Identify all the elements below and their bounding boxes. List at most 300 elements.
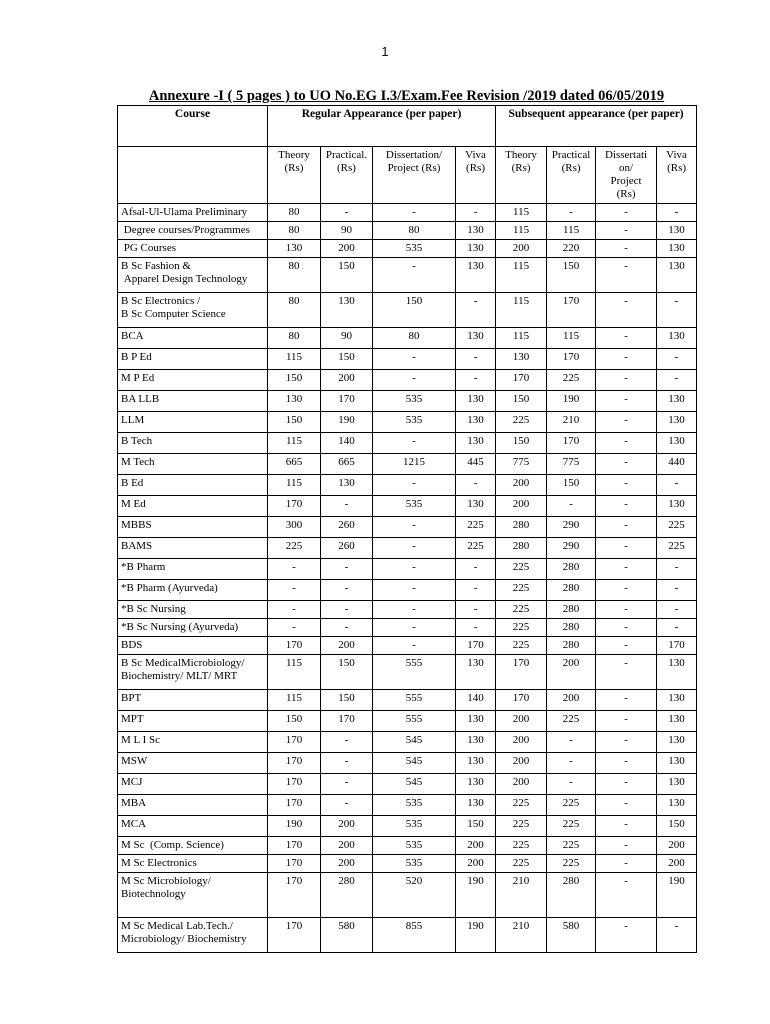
subsequent-practical-cell: 170 bbox=[547, 293, 596, 328]
table-row bbox=[118, 619, 697, 637]
regular-theory-cell: - bbox=[268, 601, 321, 619]
subsequent-dissertation-cell: - bbox=[596, 795, 657, 816]
subsequent-practical-cell: 170 bbox=[547, 349, 596, 370]
subsequent-practical-cell: 200 bbox=[547, 690, 596, 711]
subsequent-viva-cell: 130 bbox=[657, 496, 697, 517]
regular-dissertation-cell: - bbox=[373, 637, 456, 655]
subsequent-dissertation-cell: - bbox=[596, 204, 657, 222]
regular-dissertation-cell: 80 bbox=[373, 328, 456, 349]
regular-dissertation-cell: 535 bbox=[373, 496, 456, 517]
regular-dissertation-cell: 80 bbox=[373, 222, 456, 240]
table-row bbox=[118, 517, 697, 538]
table-row bbox=[118, 655, 697, 690]
regular-theory-cell: 170 bbox=[268, 873, 321, 918]
table-row bbox=[118, 222, 697, 240]
table-row bbox=[118, 559, 697, 580]
subsequent-theory-cell: 225 bbox=[496, 580, 547, 601]
regular-practical-cell: 130 bbox=[321, 293, 373, 328]
regular-theory-header: Theory (Rs) bbox=[268, 147, 321, 204]
course-name-cell: M Ed bbox=[118, 496, 268, 517]
subsequent-theory-cell: 225 bbox=[496, 816, 547, 837]
subsequent-theory-cell: 775 bbox=[496, 454, 547, 475]
regular-dissertation-cell: - bbox=[373, 204, 456, 222]
table-row bbox=[118, 370, 697, 391]
subsequent-viva-cell: 130 bbox=[657, 328, 697, 349]
regular-theory-cell: 170 bbox=[268, 637, 321, 655]
regular-theory-cell: 115 bbox=[268, 349, 321, 370]
subsequent-viva-cell: - bbox=[657, 370, 697, 391]
regular-viva-cell: - bbox=[456, 293, 496, 328]
course-name-cell: BCA bbox=[118, 328, 268, 349]
subsequent-practical-cell: 150 bbox=[547, 475, 596, 496]
regular-practical-cell: 280 bbox=[321, 873, 373, 918]
subsequent-theory-cell: 225 bbox=[496, 837, 547, 855]
regular-viva-cell: 130 bbox=[456, 774, 496, 795]
subsequent-practical-cell: - bbox=[547, 496, 596, 517]
course-name-cell: M Sc (Comp. Science) bbox=[118, 837, 268, 855]
subsequent-dissertation-cell: - bbox=[596, 816, 657, 837]
subsequent-viva-cell: 200 bbox=[657, 855, 697, 873]
table-row bbox=[118, 774, 697, 795]
subsequent-theory-cell: 115 bbox=[496, 204, 547, 222]
subsequent-dissertation-cell: - bbox=[596, 349, 657, 370]
regular-viva-cell: - bbox=[456, 370, 496, 391]
regular-dissertation-cell: 545 bbox=[373, 753, 456, 774]
subsequent-practical-cell: - bbox=[547, 774, 596, 795]
regular-viva-header: Viva (Rs) bbox=[456, 147, 496, 204]
course-name-cell: LLM bbox=[118, 412, 268, 433]
regular-practical-cell: - bbox=[321, 601, 373, 619]
table-row bbox=[118, 711, 697, 732]
regular-practical-cell: - bbox=[321, 204, 373, 222]
regular-theory-cell: 150 bbox=[268, 711, 321, 732]
table-row bbox=[118, 538, 697, 559]
regular-dissertation-cell: 1215 bbox=[373, 454, 456, 475]
regular-theory-cell: 80 bbox=[268, 258, 321, 293]
table-row bbox=[118, 454, 697, 475]
regular-theory-cell: 225 bbox=[268, 538, 321, 559]
table-row bbox=[118, 496, 697, 517]
subsequent-viva-cell: 130 bbox=[657, 753, 697, 774]
course-name-cell: MBBS bbox=[118, 517, 268, 538]
subsequent-dissertation-cell: - bbox=[596, 637, 657, 655]
regular-dissertation-cell: - bbox=[373, 258, 456, 293]
regular-dissertation-cell: - bbox=[373, 475, 456, 496]
table-row bbox=[118, 816, 697, 837]
regular-theory-cell: 115 bbox=[268, 690, 321, 711]
regular-dissertation-cell: 555 bbox=[373, 711, 456, 732]
subsequent-theory-cell: 225 bbox=[496, 637, 547, 655]
regular-dissertation-cell: 535 bbox=[373, 391, 456, 412]
regular-viva-cell: 130 bbox=[456, 711, 496, 732]
course-name-cell: M Sc Microbiology/ Biotechnology bbox=[118, 873, 268, 918]
regular-viva-cell: 130 bbox=[456, 732, 496, 753]
subsequent-theory-cell: 200 bbox=[496, 753, 547, 774]
regular-practical-cell: - bbox=[321, 580, 373, 601]
subsequent-theory-cell: 200 bbox=[496, 475, 547, 496]
subsequent-dissertation-cell: - bbox=[596, 601, 657, 619]
regular-dissertation-cell: - bbox=[373, 370, 456, 391]
regular-practical-cell: 260 bbox=[321, 517, 373, 538]
regular-viva-cell: 130 bbox=[456, 655, 496, 690]
subsequent-viva-cell: 130 bbox=[657, 391, 697, 412]
subsequent-viva-cell: 225 bbox=[657, 517, 697, 538]
subsequent-dissertation-cell: - bbox=[596, 753, 657, 774]
course-subheader-blank bbox=[118, 147, 268, 204]
regular-dissertation-header: Dissertation/ Project (Rs) bbox=[373, 147, 456, 204]
subsequent-viva-cell: 130 bbox=[657, 412, 697, 433]
subsequent-viva-cell: - bbox=[657, 293, 697, 328]
regular-viva-cell: 130 bbox=[456, 240, 496, 258]
regular-practical-cell: 150 bbox=[321, 258, 373, 293]
subsequent-theory-cell: 170 bbox=[496, 370, 547, 391]
regular-practical-cell: - bbox=[321, 496, 373, 517]
subsequent-dissertation-header: Dissertati on/ Project (Rs) bbox=[596, 147, 657, 204]
regular-viva-cell: 130 bbox=[456, 753, 496, 774]
subsequent-practical-cell: 280 bbox=[547, 619, 596, 637]
subsequent-dissertation-cell: - bbox=[596, 655, 657, 690]
regular-practical-cell: 150 bbox=[321, 690, 373, 711]
subsequent-dissertation-cell: - bbox=[596, 774, 657, 795]
table-row bbox=[118, 601, 697, 619]
table-row bbox=[118, 328, 697, 349]
subsequent-practical-cell: 225 bbox=[547, 816, 596, 837]
course-name-cell: B Sc Electronics / B Sc Computer Science bbox=[118, 293, 268, 328]
subsequent-theory-cell: 225 bbox=[496, 619, 547, 637]
subsequent-dissertation-cell: - bbox=[596, 222, 657, 240]
subsequent-practical-cell: 115 bbox=[547, 328, 596, 349]
regular-practical-cell: - bbox=[321, 619, 373, 637]
subsequent-viva-header: Viva (Rs) bbox=[657, 147, 697, 204]
table-row bbox=[118, 690, 697, 711]
regular-theory-cell: 80 bbox=[268, 293, 321, 328]
subsequent-theory-cell: 115 bbox=[496, 328, 547, 349]
subsequent-dissertation-cell: - bbox=[596, 433, 657, 454]
regular-dissertation-cell: - bbox=[373, 433, 456, 454]
subsequent-viva-cell: - bbox=[657, 918, 697, 953]
regular-dissertation-cell: 535 bbox=[373, 795, 456, 816]
subsequent-viva-cell: 130 bbox=[657, 732, 697, 753]
regular-theory-cell: 150 bbox=[268, 412, 321, 433]
subsequent-theory-cell: 170 bbox=[496, 690, 547, 711]
subsequent-practical-cell: 225 bbox=[547, 370, 596, 391]
regular-theory-cell: 115 bbox=[268, 433, 321, 454]
subsequent-dissertation-cell: - bbox=[596, 855, 657, 873]
regular-theory-cell: 170 bbox=[268, 918, 321, 953]
subsequent-viva-cell: 130 bbox=[657, 690, 697, 711]
regular-theory-cell: - bbox=[268, 580, 321, 601]
subsequent-dissertation-cell: - bbox=[596, 412, 657, 433]
regular-dissertation-cell: 520 bbox=[373, 873, 456, 918]
subsequent-dissertation-cell: - bbox=[596, 454, 657, 475]
course-name-cell: B Ed bbox=[118, 475, 268, 496]
subsequent-practical-cell: - bbox=[547, 753, 596, 774]
regular-dissertation-cell: 545 bbox=[373, 732, 456, 753]
subsequent-practical-cell: 190 bbox=[547, 391, 596, 412]
subsequent-practical-cell: 225 bbox=[547, 837, 596, 855]
subsequent-viva-cell: 440 bbox=[657, 454, 697, 475]
regular-viva-cell: - bbox=[456, 601, 496, 619]
regular-viva-cell: 190 bbox=[456, 918, 496, 953]
regular-dissertation-cell: - bbox=[373, 349, 456, 370]
regular-viva-cell: 170 bbox=[456, 637, 496, 655]
regular-theory-cell: 300 bbox=[268, 517, 321, 538]
course-name-cell: M P Ed bbox=[118, 370, 268, 391]
course-name-cell: Afsal-Ul-Ulama Preliminary bbox=[118, 204, 268, 222]
regular-theory-cell: 170 bbox=[268, 795, 321, 816]
subsequent-theory-cell: 200 bbox=[496, 496, 547, 517]
course-name-cell: MCJ bbox=[118, 774, 268, 795]
regular-viva-cell: 130 bbox=[456, 391, 496, 412]
table-row bbox=[118, 732, 697, 753]
regular-theory-cell: 115 bbox=[268, 475, 321, 496]
regular-dissertation-cell: - bbox=[373, 538, 456, 559]
subsequent-dissertation-cell: - bbox=[596, 391, 657, 412]
subsequent-dissertation-cell: - bbox=[596, 240, 657, 258]
course-name-cell: B Sc MedicalMicrobiology/ Biochemistry/ MLT/ MRT bbox=[118, 655, 268, 690]
regular-viva-cell: 130 bbox=[456, 433, 496, 454]
subsequent-viva-cell: 150 bbox=[657, 816, 697, 837]
regular-theory-cell: 80 bbox=[268, 328, 321, 349]
subsequent-theory-cell: 170 bbox=[496, 655, 547, 690]
subsequent-theory-cell: 225 bbox=[496, 412, 547, 433]
subsequent-theory-cell: 225 bbox=[496, 601, 547, 619]
regular-practical-cell: - bbox=[321, 732, 373, 753]
course-name-cell: MSW bbox=[118, 753, 268, 774]
subsequent-dissertation-cell: - bbox=[596, 690, 657, 711]
subsequent-viva-cell: 130 bbox=[657, 795, 697, 816]
regular-theory-cell: 130 bbox=[268, 391, 321, 412]
subsequent-practical-cell: 280 bbox=[547, 601, 596, 619]
regular-viva-cell: 225 bbox=[456, 517, 496, 538]
regular-viva-cell: 130 bbox=[456, 795, 496, 816]
regular-dissertation-cell: 150 bbox=[373, 293, 456, 328]
regular-practical-cell: - bbox=[321, 774, 373, 795]
regular-dissertation-cell: - bbox=[373, 580, 456, 601]
course-name-cell: B Tech bbox=[118, 433, 268, 454]
subsequent-theory-cell: 150 bbox=[496, 391, 547, 412]
regular-practical-cell: 150 bbox=[321, 349, 373, 370]
subsequent-practical-cell: 225 bbox=[547, 711, 596, 732]
subsequent-theory-cell: 210 bbox=[496, 873, 547, 918]
subsequent-theory-cell: 150 bbox=[496, 433, 547, 454]
subsequent-theory-cell: 115 bbox=[496, 222, 547, 240]
table-row bbox=[118, 293, 697, 328]
regular-viva-cell: 190 bbox=[456, 873, 496, 918]
subsequent-theory-cell: 115 bbox=[496, 293, 547, 328]
course-name-cell: M Sc Electronics bbox=[118, 855, 268, 873]
regular-practical-cell: 200 bbox=[321, 240, 373, 258]
subsequent-practical-cell: 115 bbox=[547, 222, 596, 240]
course-name-cell: BAMS bbox=[118, 538, 268, 559]
table-row bbox=[118, 391, 697, 412]
subsequent-practical-cell: 210 bbox=[547, 412, 596, 433]
regular-appearance-header: Regular Appearance (per paper) bbox=[268, 106, 496, 147]
regular-practical-cell: 140 bbox=[321, 433, 373, 454]
regular-practical-cell: 90 bbox=[321, 328, 373, 349]
table-group-header-row bbox=[118, 106, 697, 147]
regular-practical-cell: 190 bbox=[321, 412, 373, 433]
regular-theory-cell: 190 bbox=[268, 816, 321, 837]
subsequent-theory-cell: 210 bbox=[496, 918, 547, 953]
regular-viva-cell: 225 bbox=[456, 538, 496, 559]
subsequent-practical-cell: 290 bbox=[547, 517, 596, 538]
course-name-cell: *B Pharm (Ayurveda) bbox=[118, 580, 268, 601]
subsequent-practical-cell: 280 bbox=[547, 873, 596, 918]
subsequent-viva-cell: 170 bbox=[657, 637, 697, 655]
subsequent-theory-cell: 225 bbox=[496, 795, 547, 816]
regular-dissertation-cell: 855 bbox=[373, 918, 456, 953]
course-name-cell: BPT bbox=[118, 690, 268, 711]
regular-viva-cell: 130 bbox=[456, 258, 496, 293]
subsequent-practical-cell: - bbox=[547, 204, 596, 222]
subsequent-viva-cell: - bbox=[657, 580, 697, 601]
table-row bbox=[118, 637, 697, 655]
regular-practical-cell: 580 bbox=[321, 918, 373, 953]
regular-practical-cell: 130 bbox=[321, 475, 373, 496]
table-row bbox=[118, 873, 697, 918]
course-name-cell: *B Sc Nursing (Ayurveda) bbox=[118, 619, 268, 637]
regular-viva-cell: - bbox=[456, 580, 496, 601]
regular-practical-cell: 260 bbox=[321, 538, 373, 559]
subsequent-viva-cell: - bbox=[657, 601, 697, 619]
regular-theory-cell: - bbox=[268, 619, 321, 637]
subsequent-theory-cell: 225 bbox=[496, 855, 547, 873]
subsequent-practical-cell: 280 bbox=[547, 580, 596, 601]
regular-dissertation-cell: 555 bbox=[373, 690, 456, 711]
subsequent-theory-cell: 280 bbox=[496, 517, 547, 538]
regular-theory-cell: 80 bbox=[268, 204, 321, 222]
regular-dissertation-cell: 535 bbox=[373, 240, 456, 258]
course-name-cell: M L I Sc bbox=[118, 732, 268, 753]
document-title: Annexure -I ( 5 pages ) to UO No.EG I.3/Exam.Fee Revision /2019 dated 06/05/2019 bbox=[148, 88, 665, 104]
subsequent-dissertation-cell: - bbox=[596, 711, 657, 732]
subsequent-practical-cell: 280 bbox=[547, 559, 596, 580]
table-row bbox=[118, 753, 697, 774]
course-name-cell: M Tech bbox=[118, 454, 268, 475]
regular-dissertation-cell: 535 bbox=[373, 837, 456, 855]
regular-practical-cell: 170 bbox=[321, 391, 373, 412]
subsequent-dissertation-cell: - bbox=[596, 918, 657, 953]
subsequent-theory-cell: 200 bbox=[496, 240, 547, 258]
subsequent-viva-cell: 225 bbox=[657, 538, 697, 559]
subsequent-viva-cell: - bbox=[657, 619, 697, 637]
course-name-cell: BDS bbox=[118, 637, 268, 655]
course-name-cell: BA LLB bbox=[118, 391, 268, 412]
subsequent-viva-cell: 200 bbox=[657, 837, 697, 855]
regular-theory-cell: 170 bbox=[268, 837, 321, 855]
regular-theory-cell: 665 bbox=[268, 454, 321, 475]
course-name-cell: MCA bbox=[118, 816, 268, 837]
subsequent-viva-cell: 130 bbox=[657, 240, 697, 258]
subsequent-dissertation-cell: - bbox=[596, 559, 657, 580]
table-row bbox=[118, 240, 697, 258]
table-row bbox=[118, 349, 697, 370]
subsequent-theory-cell: 200 bbox=[496, 732, 547, 753]
table-row bbox=[118, 433, 697, 454]
table-row bbox=[118, 580, 697, 601]
regular-viva-cell: - bbox=[456, 204, 496, 222]
regular-practical-cell: 90 bbox=[321, 222, 373, 240]
table-row bbox=[118, 475, 697, 496]
table-row bbox=[118, 855, 697, 873]
table-row bbox=[118, 204, 697, 222]
subsequent-dissertation-cell: - bbox=[596, 475, 657, 496]
subsequent-dissertation-cell: - bbox=[596, 837, 657, 855]
subsequent-viva-cell: - bbox=[657, 204, 697, 222]
regular-practical-cell: 150 bbox=[321, 655, 373, 690]
subsequent-viva-cell: 130 bbox=[657, 774, 697, 795]
subsequent-dissertation-cell: - bbox=[596, 517, 657, 538]
subsequent-dissertation-cell: - bbox=[596, 258, 657, 293]
course-name-cell: MBA bbox=[118, 795, 268, 816]
regular-theory-cell: - bbox=[268, 559, 321, 580]
table-row bbox=[118, 918, 697, 953]
course-name-cell: *B Sc Nursing bbox=[118, 601, 268, 619]
regular-viva-cell: - bbox=[456, 619, 496, 637]
subsequent-practical-header: Practical (Rs) bbox=[547, 147, 596, 204]
subsequent-dissertation-cell: - bbox=[596, 496, 657, 517]
regular-practical-cell: 200 bbox=[321, 637, 373, 655]
subsequent-theory-cell: 200 bbox=[496, 711, 547, 732]
regular-practical-cell: 170 bbox=[321, 711, 373, 732]
course-header: Course bbox=[118, 106, 268, 147]
regular-viva-cell: 130 bbox=[456, 222, 496, 240]
course-name-cell: B Sc Fashion & Apparel Design Technology bbox=[118, 258, 268, 293]
subsequent-viva-cell: 190 bbox=[657, 873, 697, 918]
regular-theory-cell: 170 bbox=[268, 496, 321, 517]
fee-table bbox=[117, 105, 697, 953]
course-name-cell: MPT bbox=[118, 711, 268, 732]
table-row bbox=[118, 795, 697, 816]
subsequent-practical-cell: 225 bbox=[547, 855, 596, 873]
regular-viva-cell: - bbox=[456, 559, 496, 580]
subsequent-dissertation-cell: - bbox=[596, 873, 657, 918]
regular-theory-cell: 115 bbox=[268, 655, 321, 690]
table-row bbox=[118, 837, 697, 855]
regular-viva-cell: 200 bbox=[456, 837, 496, 855]
subsequent-theory-cell: 130 bbox=[496, 349, 547, 370]
regular-theory-cell: 130 bbox=[268, 240, 321, 258]
course-name-cell: PG Courses bbox=[118, 240, 268, 258]
page-number: 1 bbox=[381, 44, 389, 59]
subsequent-dissertation-cell: - bbox=[596, 732, 657, 753]
subsequent-theory-header: Theory (Rs) bbox=[496, 147, 547, 204]
subsequent-dissertation-cell: - bbox=[596, 293, 657, 328]
regular-dissertation-cell: - bbox=[373, 559, 456, 580]
regular-practical-cell: - bbox=[321, 559, 373, 580]
regular-theory-cell: 170 bbox=[268, 855, 321, 873]
regular-dissertation-cell: - bbox=[373, 619, 456, 637]
regular-viva-cell: 130 bbox=[456, 496, 496, 517]
regular-dissertation-cell: 535 bbox=[373, 855, 456, 873]
regular-viva-cell: 150 bbox=[456, 816, 496, 837]
regular-practical-cell: 665 bbox=[321, 454, 373, 475]
regular-practical-cell: 200 bbox=[321, 855, 373, 873]
regular-theory-cell: 150 bbox=[268, 370, 321, 391]
course-name-cell: *B Pharm bbox=[118, 559, 268, 580]
regular-dissertation-cell: 535 bbox=[373, 816, 456, 837]
subsequent-dissertation-cell: - bbox=[596, 328, 657, 349]
subsequent-viva-cell: 130 bbox=[657, 258, 697, 293]
regular-viva-cell: 445 bbox=[456, 454, 496, 475]
regular-theory-cell: 80 bbox=[268, 222, 321, 240]
subsequent-practical-cell: 200 bbox=[547, 655, 596, 690]
regular-viva-cell: 140 bbox=[456, 690, 496, 711]
subsequent-practical-cell: 225 bbox=[547, 795, 596, 816]
subsequent-practical-cell: 290 bbox=[547, 538, 596, 559]
course-name-cell: B P Ed bbox=[118, 349, 268, 370]
